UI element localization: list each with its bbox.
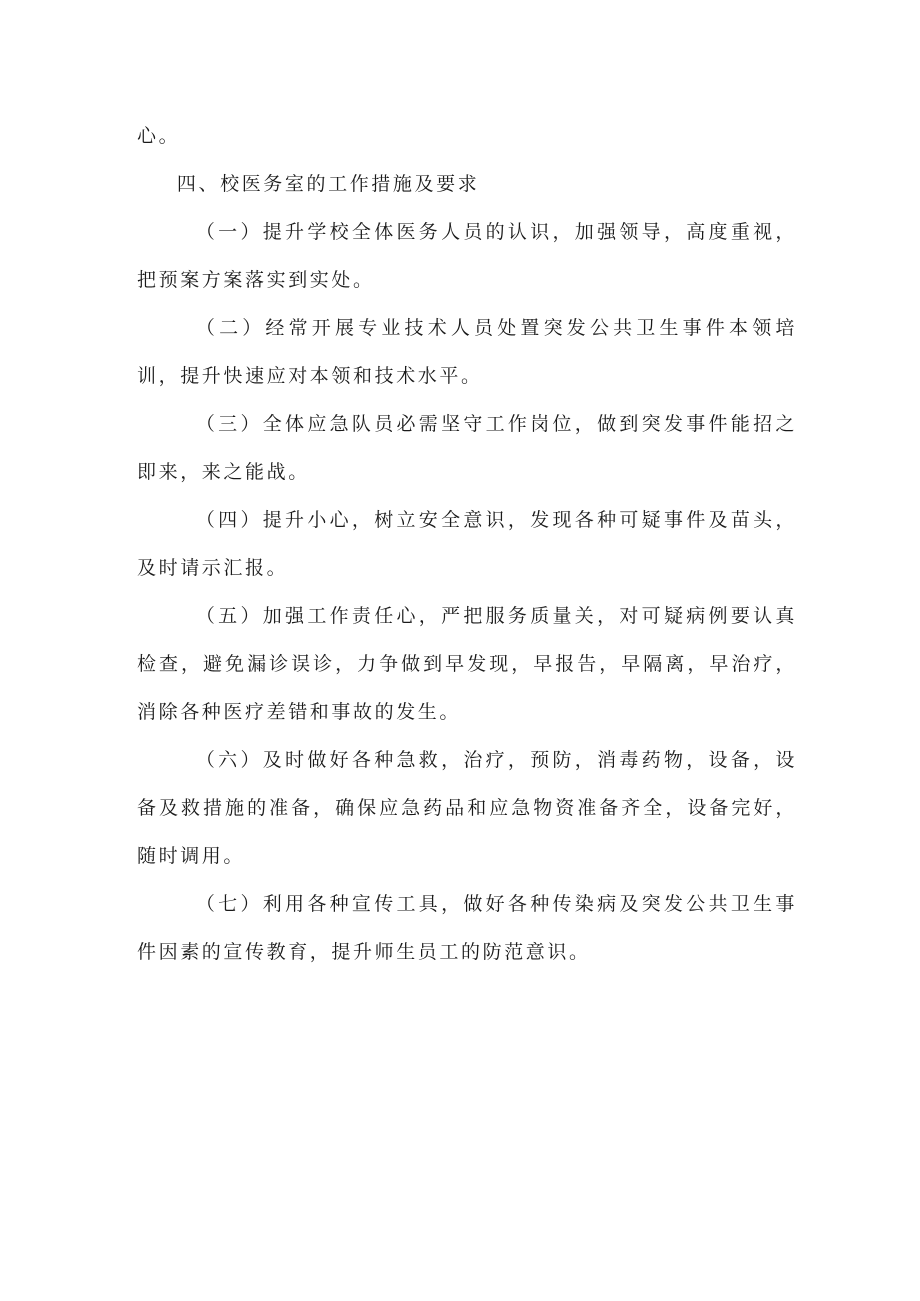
section-heading: 四、校医务室的工作措施及要求 bbox=[176, 173, 480, 195]
document-body bbox=[137, 112, 797, 976]
list-item-1: （一）提升学校全体医务人员的认识，加强领导，高度重视，把预案方案落实到实处。 bbox=[137, 221, 797, 291]
list-item-2: （二）经常开展专业技术人员处置突发公共卫生事件本领培训，提升快速应对本领和技术水平。 bbox=[137, 317, 797, 387]
list-item-6: （六）及时做好各种急救，治疗，预防，消毒药物，设备，设备及救措施的准备，确保应急药品和应急物资准备齐全，设备完好，随时调用。 bbox=[137, 749, 797, 867]
list-item-5: （五）加强工作责任心，严把服务质量关，对可疑病例要认真检查，避免漏诊误诊，力争做到早发现，早报告，早隔离，早治疗，消除各种医疗差错和事故的发生。 bbox=[137, 605, 797, 723]
list-item-7: （七）利用各种宣传工具，做好各种传染病及突发公共卫生事件因素的宣传教育，提升师生员工的防范意识。 bbox=[137, 893, 797, 963]
list-item-3: （三）全体应急队员必需坚守工作岗位，做到突发事件能招之即来，来之能战。 bbox=[137, 413, 797, 483]
list-item-4: （四）提升小心，树立安全意识，发现各种可疑事件及苗头，及时请示汇报。 bbox=[137, 509, 797, 579]
continuation-text: 心。 bbox=[137, 125, 181, 147]
